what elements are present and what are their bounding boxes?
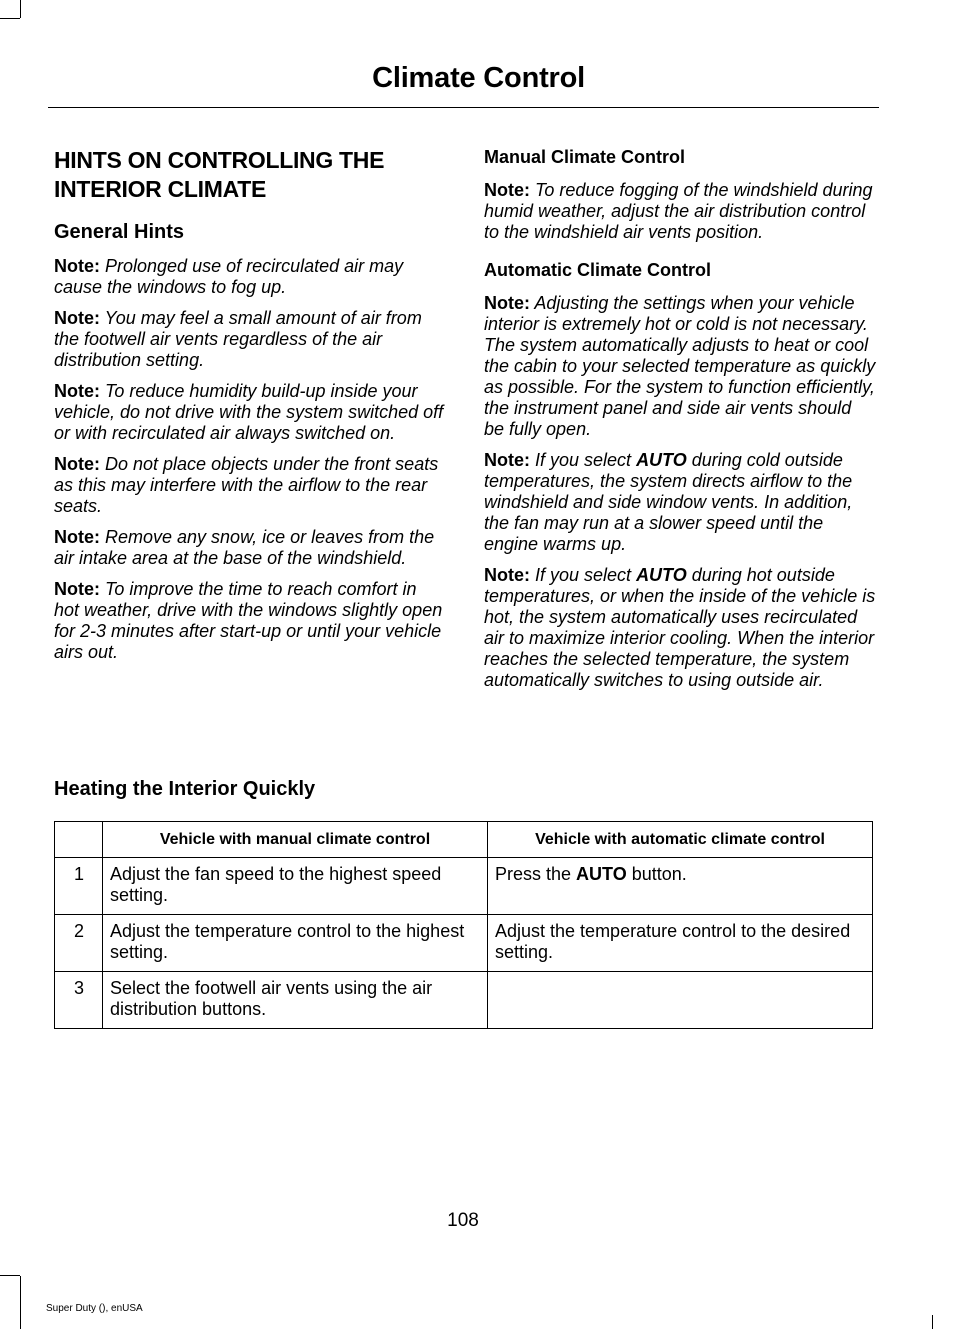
manual-climate-heading: Manual Climate Control (484, 147, 686, 167)
automatic-climate-heading: Automatic Climate Control (484, 260, 712, 280)
table-header-cell: Vehicle with manual climate control (103, 822, 488, 858)
heating-heading: Heating the Interior Quickly (54, 778, 316, 800)
table-header-cell (55, 822, 103, 858)
crop-mark (932, 1315, 933, 1329)
note: Note: Remove any snow, ice or leaves from the air intake area at the base of the windshield. (54, 527, 435, 568)
step-number: 2 (55, 915, 103, 972)
table-row (55, 915, 873, 972)
heating-table (54, 821, 873, 1029)
note: Note: You may feel a small amount of air from the footwell air vents regardless of the air distribution setting. (54, 308, 422, 370)
table-row (55, 972, 873, 1029)
page-header (48, 56, 879, 108)
page-number: 108 (447, 1210, 479, 1231)
note: Note: Adjusting the settings when your vehicle interior is extremely hot or cold is not necessary. The system automatically adjusts to heat or cool the cabin to your selected temperature as quickly as possible. For the system to function efficiently, the instrument panel and side air vents should be fully open. (484, 293, 876, 439)
note: Note: To improve the time to reach comfort in hot weather, drive with the windows slightly open for 2-3 minutes after start-up or until your vehicle airs out. (54, 579, 443, 662)
table-header-row (55, 822, 873, 858)
table-header-cell: Vehicle with automatic climate control (488, 822, 873, 858)
crop-mark (0, 1275, 20, 1276)
crop-mark (20, 1276, 21, 1329)
table-cell: Select the footwell air vents using the air distribution buttons. (103, 972, 488, 1029)
crop-mark (0, 18, 20, 19)
footer-text: Super Duty (), enUSA (46, 1303, 143, 1314)
note: Note: Prolonged use of recirculated air may cause the windows to fog up. (54, 256, 404, 297)
note: Note: To reduce fogging of the windshield during humid weather, adjust the air distribution control to the windshield air vents position. (484, 180, 873, 242)
section-title: HINTS ON CONTROLLING THE INTERIOR CLIMATE (54, 147, 385, 202)
note: Note: Do not place objects under the front seats as this may interfere with the airflow to the rear seats. (54, 454, 439, 516)
crop-mark (20, 0, 21, 18)
table-cell: Adjust the temperature control to the desired setting. (488, 915, 873, 972)
general-hints-heading: General Hints (54, 221, 185, 243)
page-title: Climate Control (372, 62, 585, 94)
left-column (54, 146, 446, 673)
table-cell (488, 972, 873, 1029)
step-number: 3 (55, 972, 103, 1029)
note: Note: To reduce humidity build-up inside your vehicle, do not drive with the system switched off or with recirculated air always switched on. (54, 381, 444, 443)
table-cell: Adjust the temperature control to the highest setting. (103, 915, 488, 972)
table-cell: Press the AUTO button. (488, 858, 873, 915)
note: Note: If you select AUTO during cold outside temperatures, the system directs airflow to the windshield and side window vents. In addition, the fan may run at a slower speed until the engine warms up. (484, 450, 853, 554)
table-row (55, 858, 873, 915)
note: Note: If you select AUTO during hot outside temperatures, or when the inside of the vehicle is hot, the system automatically uses recirculated air to maximize interior cooling. When the interior reaches the selected temperature, the system automatically switches to using outside air. (484, 565, 876, 690)
right-column (484, 146, 876, 701)
table-cell: Adjust the fan speed to the highest speed setting. (103, 858, 488, 915)
step-number: 1 (55, 858, 103, 915)
